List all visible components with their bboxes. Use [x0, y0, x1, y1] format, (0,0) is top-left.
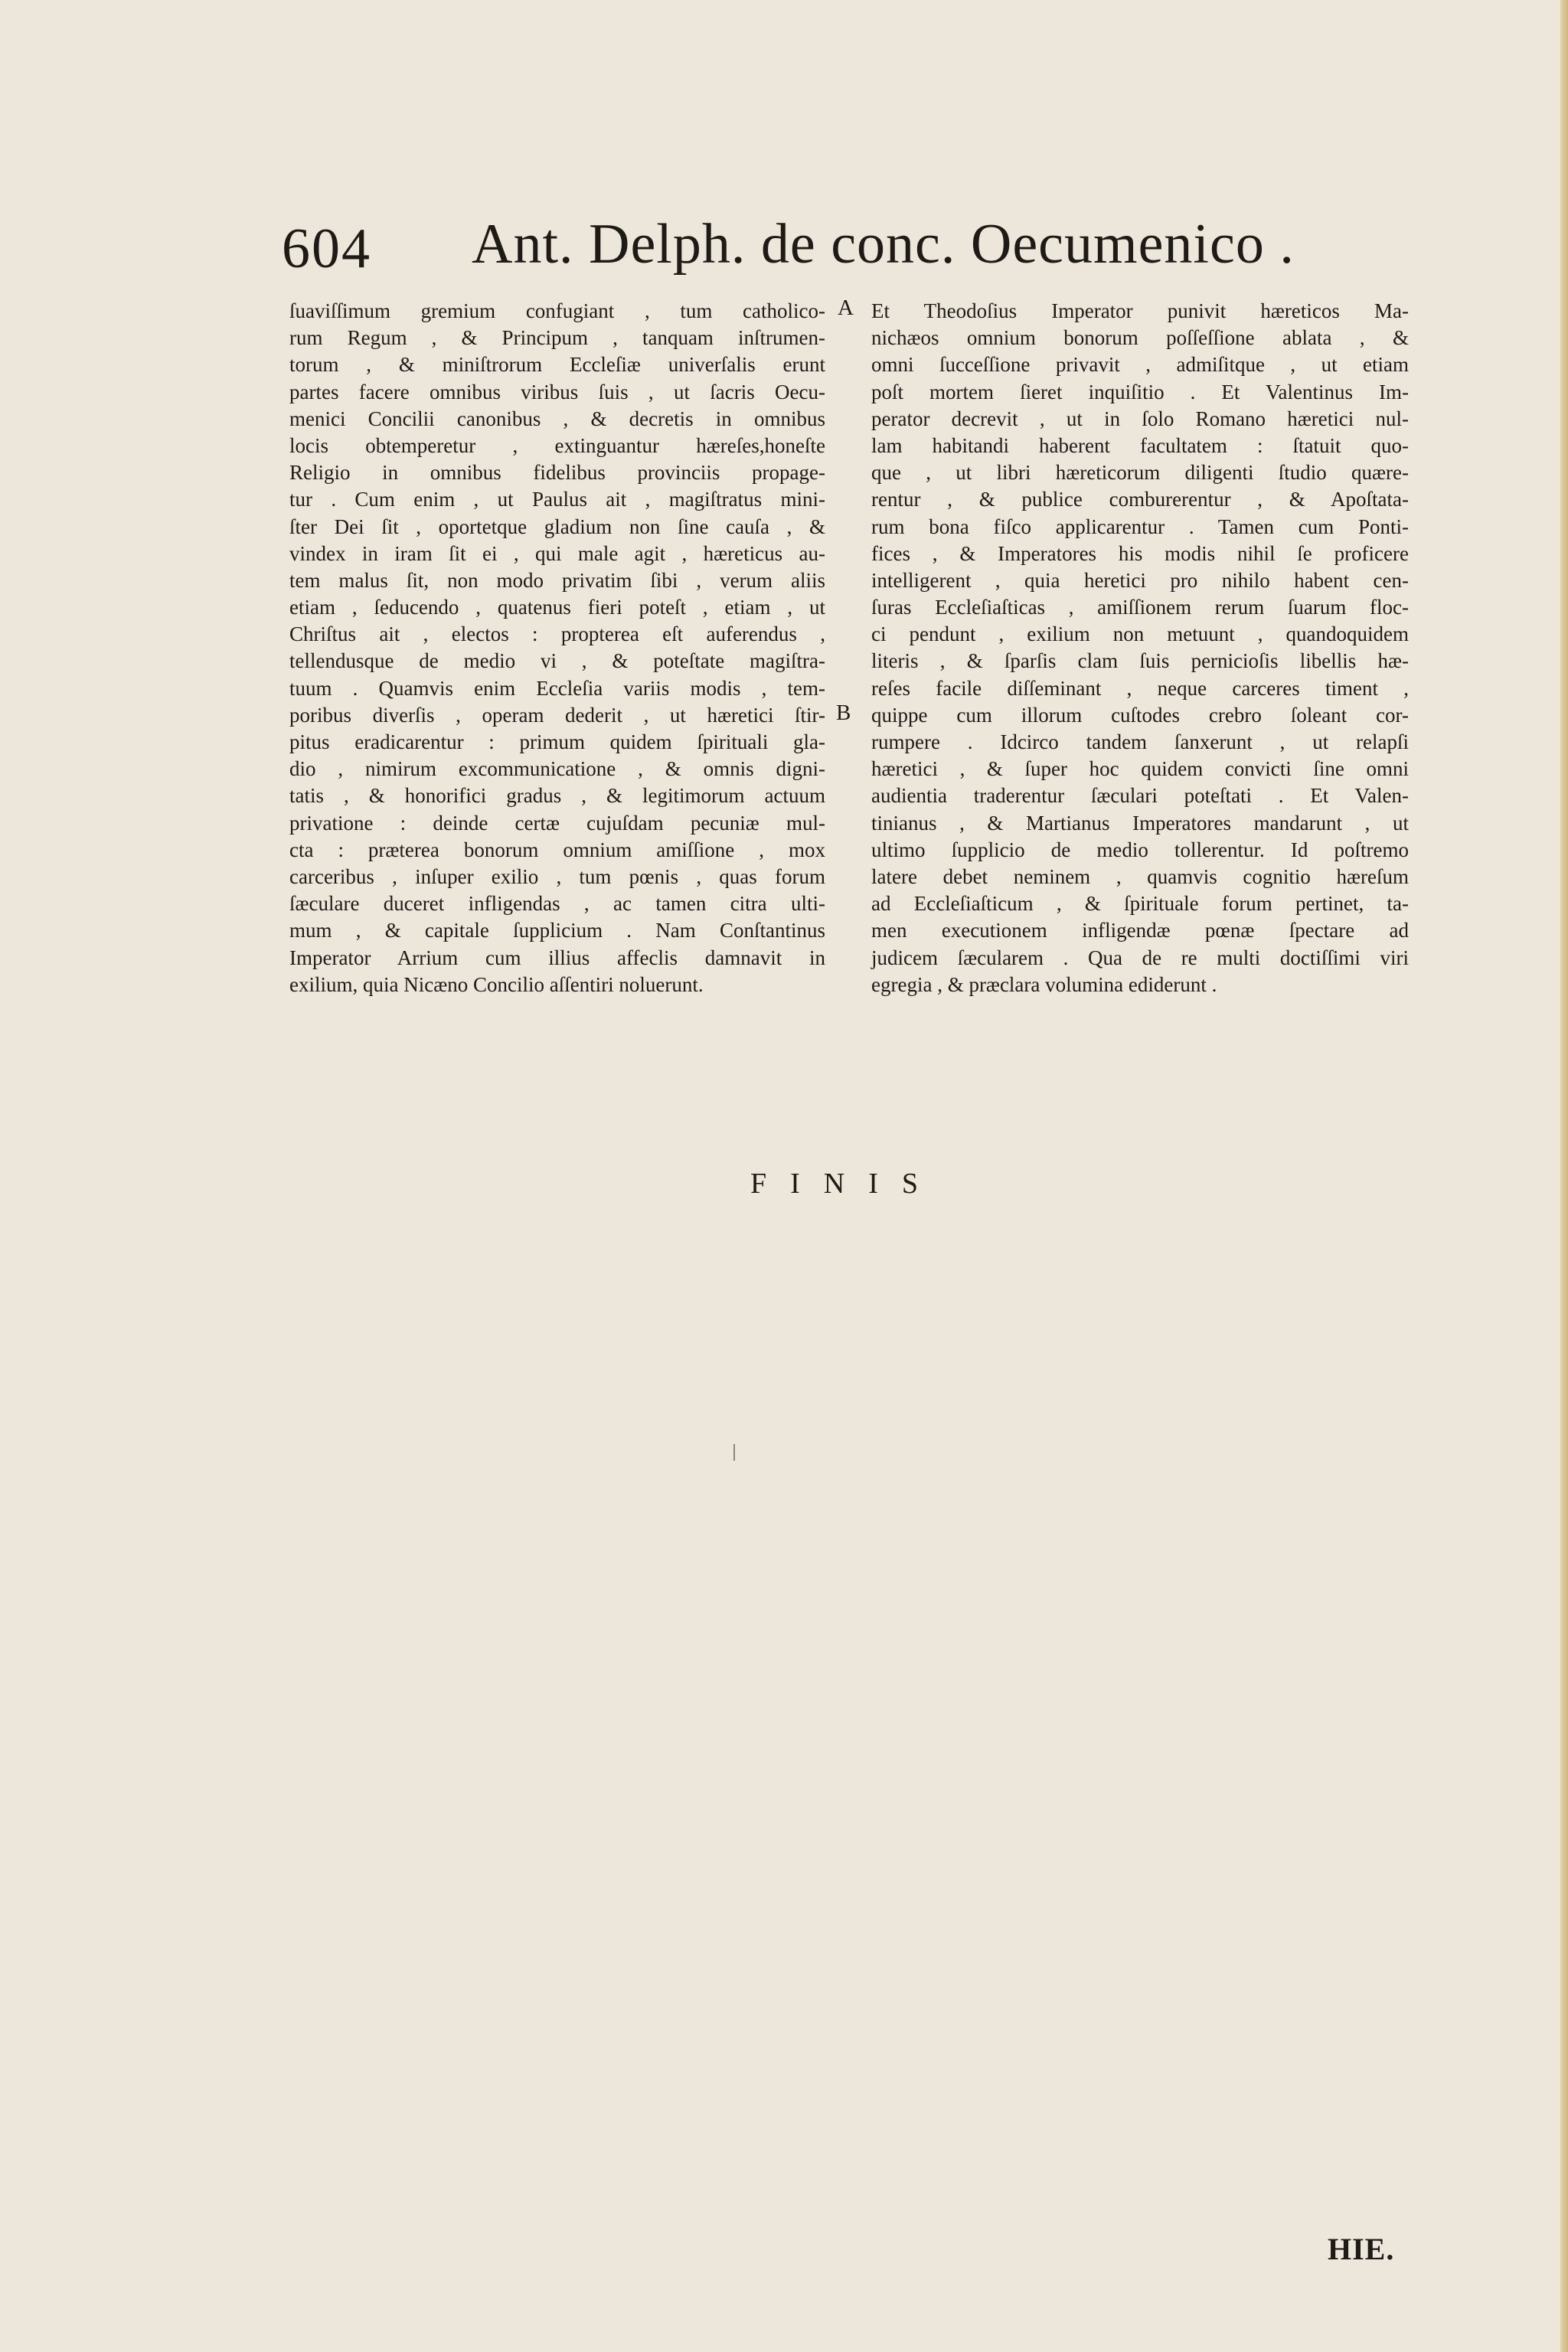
margin-marker-b: B: [836, 701, 851, 725]
text-line: tur . Cum enim , ut Paulus ait , magiſtratus mini-: [289, 488, 825, 511]
text-line: ſæculare duceret infligendas , ac tamen citra ulti-: [289, 892, 825, 916]
text-line: carceribus , inſuper exilio , tum pœnis , quas forum: [289, 864, 825, 888]
text-line: ſter Dei ſit , oportetque gladium non ſine cauſa , &: [289, 514, 825, 538]
right-column: [871, 298, 1409, 998]
text-line: judicem ſæcularem . Qua de re multi doctiſſimi viri: [871, 946, 1409, 969]
text-line: dio , nimirum excommunicatione , & omnis digni-: [289, 757, 825, 781]
text-line: rentur , & publice comburerentur , & Apoſtata-: [871, 488, 1409, 511]
text-line: poribus diverſis , operam dederit , ut hæretici ſtir-: [289, 703, 825, 727]
text-line: tem malus ſit, non modo privatim ſibi , verum aliis: [289, 568, 825, 592]
text-line: que , ut libri hæreticorum diligenti ſtudio quære-: [871, 461, 1409, 485]
catchword: HIE.: [1328, 2232, 1395, 2266]
text-line: ſuras Eccleſiaſticas , amiſſionem rerum ſuarum floc-: [871, 596, 1409, 619]
text-line: poſt mortem ſieret inquiſitio . Et Valentinus Im-: [871, 380, 1409, 403]
text-line: fices , & Imperatores his modis nihil ſe proficere: [871, 541, 1409, 565]
text-line: mum , & capitale ſupplicium . Nam Conſtantinus: [289, 919, 825, 942]
text-line: rum bona fiſco applicarentur . Tamen cum Ponti-: [871, 514, 1409, 538]
finis-text: FINIS: [750, 1168, 942, 1200]
text-line: perator decrevit , ut in ſolo Romano hæretici nul-: [871, 407, 1409, 430]
text-line: ultimo ſupplicio de medio tollerentur. Id poſtremo: [871, 838, 1409, 861]
text-line: exilium, quia Nicæno Concilio aſſentiri noluerunt.: [289, 972, 704, 996]
text-line: privatione : deinde certæ cujuſdam pecuniæ mul-: [289, 811, 825, 835]
text-line: tatis , & honorifici gradus , & legitimorum actuum: [289, 784, 825, 808]
text-line: omni ſucceſſione privavit , admiſitque , ut etiam: [871, 353, 1409, 377]
text-line: rumpere . Idcirco tandem ſanxerunt , ut relapſi: [871, 730, 1409, 753]
text-line: pitus eradicarentur : primum quidem ſpirituali gla-: [289, 730, 825, 753]
text-line: Imperator Arrium cum illius affeclis damnavit in: [289, 946, 825, 969]
text-line: Religio in omnibus fidelibus provinciis propage-: [289, 461, 825, 485]
text-line: men executionem infligendæ pœnæ ſpectare ad: [871, 919, 1409, 942]
text-line: ci pendunt , exilium non metuunt , quandoquidem: [871, 622, 1409, 646]
text-line: tuum . Quamvis enim Eccleſia variis modis , tem-: [289, 676, 825, 700]
text-line: nichæos omnium bonorum poſſeſſione ablata , &: [871, 326, 1409, 350]
text-line: vindex in iram ſit ei , qui male agit , hæreticus au-: [289, 541, 825, 565]
stray-ink-mark: [733, 1444, 735, 1461]
text-line: ſuaviſſimum gremium confugiant , tum catholico-: [289, 299, 825, 322]
text-line: Chriſtus ait , electos : propterea eſt auferendus ,: [289, 622, 825, 646]
page-edge: [1560, 0, 1568, 2352]
text-line: cta : præterea bonorum omnium amiſſione , mox: [289, 838, 825, 861]
text-line: etiam , ſeducendo , quatenus fieri poteſt , etiam , ut: [289, 596, 825, 619]
text-line: locis obtemperetur , extinguantur hæreſes,honeſte: [289, 433, 825, 457]
text-line: ad Eccleſiaſticum , & ſpirituale forum pertinet, ta-: [871, 892, 1409, 916]
running-title: Ant. Delph. de conc. Oecumenico .: [472, 213, 1295, 276]
left-column: [289, 298, 825, 998]
text-line: quippe cum illorum cuſtodes crebro ſoleant cor-: [871, 703, 1409, 727]
text-line: lam habitandi haberent facultatem : ſtatuit quo-: [871, 433, 1409, 457]
text-line: hæretici , & ſuper hoc quidem convicti ſine omni: [871, 757, 1409, 781]
text-line: partes facere omnibus viribus ſuis , ut ſacris Oecu-: [289, 380, 825, 403]
text-line: intelligerent , quia heretici pro nihilo habent cen-: [871, 568, 1409, 592]
text-line: Et Theodoſius Imperator punivit hæreticos Ma-: [871, 299, 1409, 322]
text-line: torum , & miniſtrorum Eccleſiæ univerſalis erunt: [289, 353, 825, 377]
text-line: egregia , & præclara volumina ediderunt .: [871, 972, 1217, 996]
page-header: [282, 213, 1354, 292]
text-line: menici Concilii canonibus , & decretis in omnibus: [289, 407, 825, 430]
text-line: reſes facile diſſeminant , neque carceres timent ,: [871, 676, 1409, 700]
page-number: 604: [282, 217, 371, 280]
margin-marker-a: A: [838, 296, 854, 320]
text-line: tellendusque de medio vi , & poteſtate magiſtra-: [289, 649, 825, 673]
text-line: audientia traderentur ſæculari poteſtati . Et Valen-: [871, 784, 1409, 808]
text-line: rum Regum , & Principum , tanquam inſtrumen-: [289, 326, 825, 350]
text-line: tinianus , & Martianus Imperatores mandarunt , ut: [871, 811, 1409, 835]
text-line: literis , & ſparſis clam ſuis pernicioſis libellis hæ-: [871, 649, 1409, 673]
text-line: latere debet neminem , quamvis cognitio hæreſum: [871, 864, 1409, 888]
